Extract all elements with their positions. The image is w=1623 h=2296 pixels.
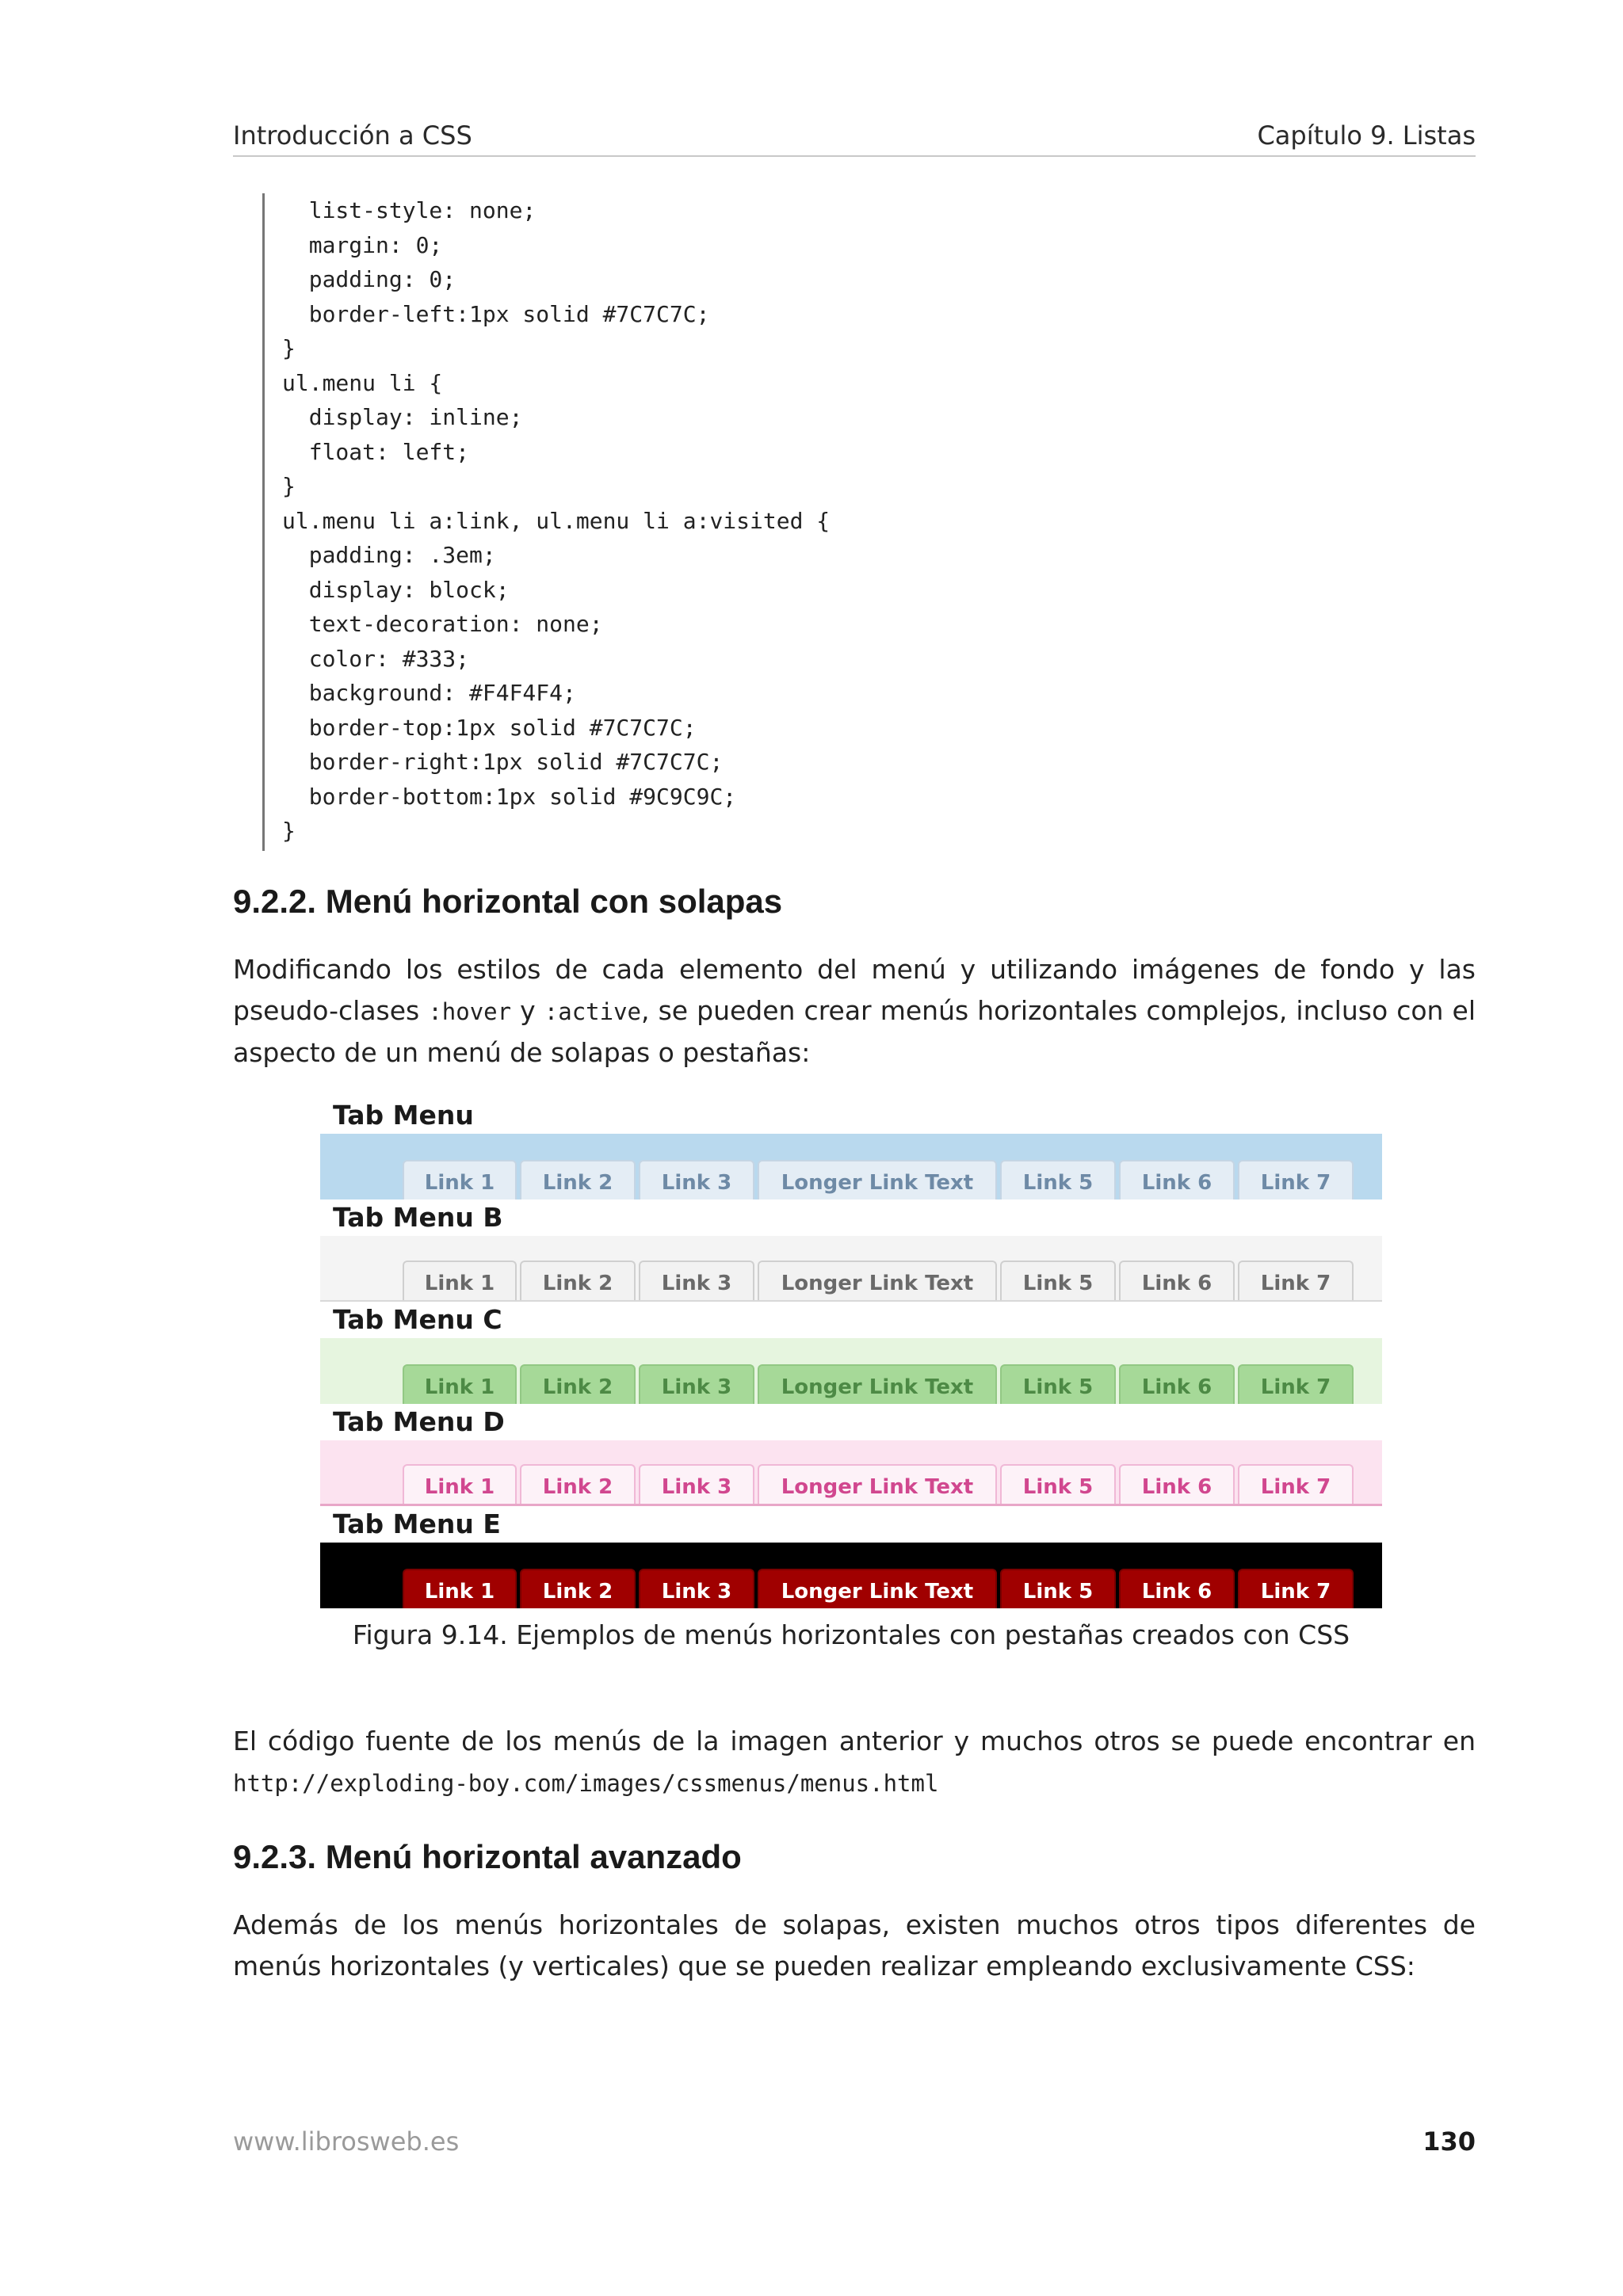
code-line: } [282, 818, 296, 844]
tab-link[interactable]: Link 1 [403, 1160, 517, 1199]
tab-menu-title: Tab Menu B [320, 1199, 1382, 1236]
code-line: } [282, 335, 296, 361]
tab-menu-bar [320, 1236, 1382, 1302]
tab-link[interactable]: Longer Link Text [758, 1569, 997, 1608]
tab-link[interactable]: Link 7 [1238, 1261, 1354, 1300]
tab-menus-figure [320, 1097, 1382, 1608]
code-line: padding: .3em; [282, 542, 496, 568]
tab-link[interactable]: Longer Link Text [758, 1464, 997, 1504]
tab-link[interactable]: Link 6 [1119, 1364, 1235, 1404]
inline-code-active: :active [544, 998, 641, 1025]
tab-menu-bar [320, 1338, 1382, 1404]
tab-link[interactable]: Link 1 [403, 1261, 517, 1300]
tab-link[interactable]: Link 3 [639, 1364, 754, 1404]
tab-link[interactable]: Link 3 [639, 1464, 754, 1504]
code-line: border-top:1px solid #7C7C7C; [282, 714, 697, 741]
tab-link[interactable]: Link 3 [639, 1569, 754, 1608]
tab-menu-title: Tab Menu [320, 1097, 1382, 1134]
paragraph-text: y [511, 995, 544, 1026]
inline-code-hover: :hover [428, 998, 512, 1025]
source-url-link[interactable]: http://exploding-boy.com/images/cssmenus/menus.html [233, 1770, 939, 1797]
paragraph-source [233, 1721, 1476, 1804]
code-line: ul.menu li { [282, 369, 443, 396]
code-line: color: #333; [282, 645, 470, 672]
tab-menu-b [320, 1199, 1382, 1302]
tab-link[interactable]: Link 7 [1238, 1160, 1354, 1199]
tab-link[interactable]: Longer Link Text [758, 1261, 997, 1300]
code-line: float: left; [282, 438, 470, 465]
paragraph-advanced: Además de los menús horizontales de solapas, existen muchos otros tipos diferentes de menús horizontales (y verticales) que se pueden realizar empleando exclusivamente CSS: [233, 1909, 1476, 1981]
code-line: background: #F4F4F4; [282, 680, 576, 706]
tab-link[interactable]: Link 5 [1000, 1364, 1116, 1404]
tab-menu-bar [320, 1134, 1382, 1199]
code-block [262, 193, 1213, 851]
paragraph-text: , se pueden crear menús horizontales complejos, incluso con el aspecto de un menú de solapas o pestañas: [233, 995, 1476, 1068]
code-line: border-bottom:1px solid #9C9C9C; [282, 783, 737, 810]
code-line: } [282, 473, 296, 499]
tab-link[interactable]: Link 1 [403, 1569, 517, 1608]
code-line: list-style: none; [282, 197, 537, 223]
tab-link[interactable]: Link 2 [520, 1569, 636, 1608]
code-line: padding: 0; [282, 266, 456, 292]
tab-link[interactable]: Link 7 [1238, 1464, 1354, 1504]
tab-link[interactable]: Link 5 [1000, 1261, 1116, 1300]
tab-menu-title: Tab Menu D [320, 1404, 1382, 1440]
tab-link[interactable]: Link 6 [1119, 1569, 1235, 1608]
code-line: ul.menu li a:link, ul.menu li a:visited { [282, 507, 831, 534]
tab-link[interactable]: Longer Link Text [758, 1160, 997, 1199]
tab-menu-e [320, 1506, 1382, 1608]
tab-menu-d [320, 1404, 1382, 1506]
figure-caption: Figura 9.14. Ejemplos de menús horizontales con pestañas creados con CSS [352, 1619, 1350, 1650]
tab-link[interactable]: Link 6 [1119, 1464, 1235, 1504]
footer-site-link[interactable]: www.librosweb.es [233, 2126, 460, 2157]
code-line: border-left:1px solid #7C7C7C; [282, 300, 710, 327]
tab-link[interactable]: Link 3 [639, 1261, 754, 1300]
page-header [233, 117, 1476, 157]
tab-link[interactable]: Link 5 [1000, 1569, 1116, 1608]
tab-link[interactable]: Link 7 [1238, 1569, 1354, 1608]
code-line: display: block; [282, 576, 510, 603]
paragraph-text: El código fuente de los menús de la imagen anterior y muchos otros se puede encontrar en [233, 1726, 1476, 1756]
book-title: Introducción a CSS [233, 120, 472, 151]
code-line: margin: 0; [282, 231, 443, 258]
tab-link[interactable]: Link 3 [639, 1160, 754, 1199]
page-number: 130 [1423, 2126, 1476, 2157]
tab-link[interactable]: Link 2 [520, 1261, 636, 1300]
tab-link[interactable]: Link 2 [520, 1464, 636, 1504]
tab-menu-bar [320, 1440, 1382, 1506]
tab-menu [320, 1097, 1382, 1199]
tab-link[interactable]: Link 6 [1119, 1160, 1235, 1199]
tab-menu-title: Tab Menu C [320, 1302, 1382, 1338]
tab-link[interactable]: Link 5 [1000, 1160, 1116, 1199]
tab-link[interactable]: Link 2 [520, 1364, 636, 1404]
tab-menu-title: Tab Menu E [320, 1506, 1382, 1543]
tab-link[interactable]: Link 1 [403, 1364, 517, 1404]
tab-link[interactable]: Longer Link Text [758, 1364, 997, 1404]
code-line: text-decoration: none; [282, 611, 603, 637]
tab-link[interactable]: Link 5 [1000, 1464, 1116, 1504]
tab-link[interactable]: Link 1 [403, 1464, 517, 1504]
paragraph-text: Modificando los estilos de cada elemento del menú y utilizando imágenes de fondo y las pseudo-clases [233, 954, 1476, 1026]
tab-menu-c [320, 1302, 1382, 1404]
chapter-title: Capítulo 9. Listas [1257, 120, 1476, 151]
tab-link[interactable]: Link 2 [520, 1160, 636, 1199]
tab-link[interactable]: Link 7 [1238, 1364, 1354, 1404]
code-line: display: inline; [282, 404, 523, 430]
section-heading: 9.2.2. Menú horizontal con solapas [233, 883, 783, 920]
paragraph-intro [233, 949, 1476, 1074]
section-heading: 9.2.3. Menú horizontal avanzado [233, 1838, 742, 1875]
tab-menu-bar [320, 1543, 1382, 1608]
tab-link[interactable]: Link 6 [1119, 1261, 1235, 1300]
code-line: border-right:1px solid #7C7C7C; [282, 749, 724, 775]
